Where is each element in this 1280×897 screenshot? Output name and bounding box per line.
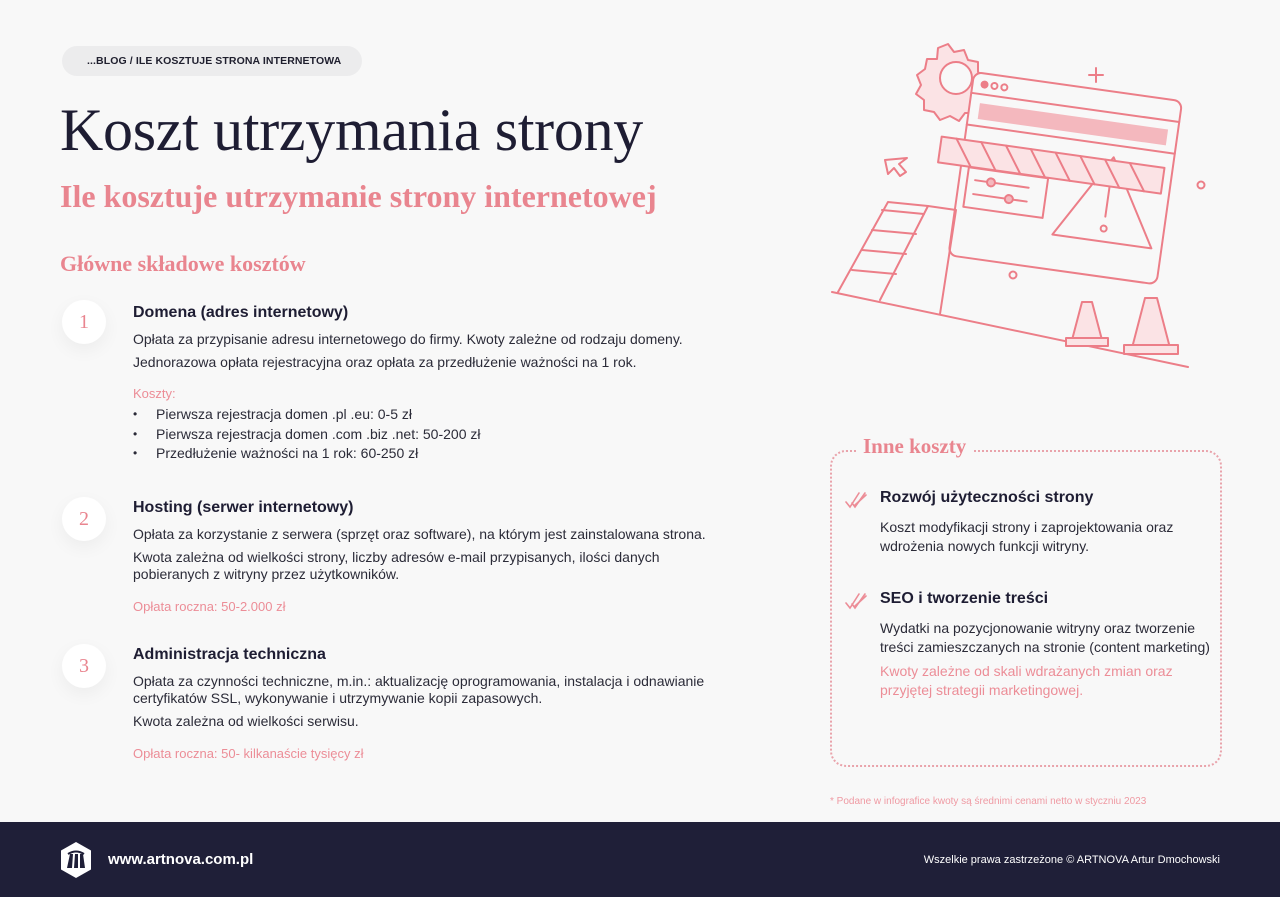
other-cost-title: Rozwój użyteczności strony [880,489,1094,506]
cost-item-domain [133,304,773,464]
other-costs-heading: Inne koszty [856,434,973,459]
item-description: Kwota zależna od wielkości strony, liczby adresów e-mail przypisanych, ilości danych pobieranych z witryny przez użytkowników. [133,549,660,582]
other-cost-seo [845,590,1215,700]
other-cost-note: Kwoty zależne od skali wdrażanych zmian oraz przyjętej strategii marketingowej. [880,663,1173,698]
other-cost-description: Koszt modyfikacji strony i zaprojektowania oraz wdrożenia nowych funkcji witryny. [880,519,1174,554]
other-cost-title: SEO i tworzenie treści [880,590,1049,607]
double-check-icon [845,592,867,610]
item-description: Kwota zależna od wielkości serwisu. [133,713,359,729]
step-number-1: 1 [62,300,106,344]
traffic-cone-icon [1066,298,1178,354]
item-title: Hosting (serwer internetowy) [133,499,354,516]
breadcrumb[interactable]: ...BLOG / ILE KOSZTUJE STRONA INTERNETOWA [62,46,362,76]
cursor-icon [885,158,907,176]
main-costs-heading: Główne składowe kosztów [60,251,306,276]
step-number-2: 2 [62,497,106,541]
cost-bullet: • Pierwsza rejestracja domen .pl .eu: 0-5 zł [133,405,773,425]
annual-fee: Opłata roczna: 50- kilkanaście tysięcy zł [133,746,364,761]
item-description: Opłata za korzystanie z serwera (sprzęt oraz software), na którym jest zainstalowana strona. [133,526,706,542]
item-title: Domena (adres internetowy) [133,304,349,321]
artnova-logo-icon[interactable] [59,841,93,879]
cost-item-hosting [133,499,753,614]
costs-label: Koszty: [133,386,176,401]
step-number-3: 3 [62,644,106,688]
item-title: Administracja techniczna [133,646,326,663]
double-check-icon [845,491,867,509]
cost-bullet: • Pierwsza rejestracja domen .com .biz .net: 50-200 zł [133,425,773,445]
other-cost-usability [845,489,1215,556]
page-subtitle: Ile kosztuje utrzymanie strony internetowej [60,178,657,214]
item-description: Opłata za przypisanie adresu internetowego do firmy. Kwoty zależne od rodzaju domeny. [133,331,683,347]
annual-fee: Opłata roczna: 50-2.000 zł [133,599,286,614]
costs-list [133,405,773,464]
cost-bullet: • Przedłużenie ważności na 1 rok: 60-250 zł [133,444,773,464]
page-title: Koszt utrzymania strony [60,97,643,163]
item-description: Jednorazowa opłata rejestracyjna oraz opłata za przedłużenie ważności na 1 rok. [133,354,637,370]
cost-item-administration [133,646,763,761]
copyright-text: Wszelkie prawa zastrzeżone © ARTNOVA Artur Dmochowski [923,854,1220,866]
website-link[interactable]: www.artnova.com.pl [108,851,254,868]
item-description: Opłata za czynności techniczne, m.in.: aktualizację oprogramowania, instalacja i odnawianie certyfikatów SSL, wykonywanie i utrzymywanie kopii zapasowych. [133,673,705,706]
other-cost-description: Wydatki na pozycjonowanie witryny oraz tworzenie treści zamieszczanych na stronie (content marketing) [880,620,1210,655]
footnote: * Podane w infografice kwoty są średnimi cenami netto w styczniu 2023 [830,796,1147,807]
website-under-construction-illustration [820,30,1220,380]
